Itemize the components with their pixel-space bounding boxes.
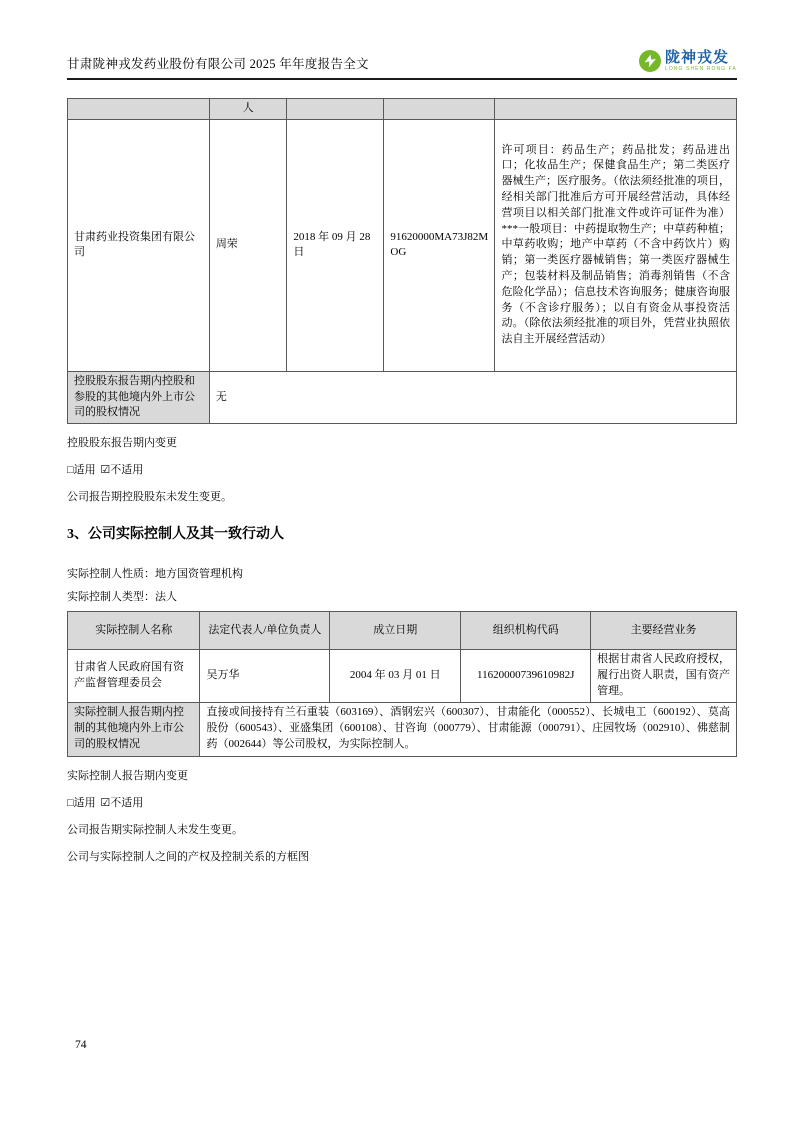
table-row-shareholder <box>68 119 737 371</box>
section-heading-actual-controller: 3、公司实际控制人及其一致行动人 <box>67 527 284 543</box>
header-org-code: 组织机构代码 <box>461 612 591 650</box>
applicable-checkbox: □适用 <box>67 796 96 809</box>
cell-equity-label: 控股股东报告期内控股和参股的其他境内外上市公司的股权情况 <box>68 371 210 423</box>
not-applicable-checkbox: ☑不适用 <box>100 796 144 809</box>
not-applicable-checkbox: ☑不适用 <box>100 464 144 477</box>
table-row-equity-holdings <box>68 371 737 423</box>
controller-type: 实际控制人类型：法人 <box>67 591 177 604</box>
cell-carryover-5 <box>495 99 737 120</box>
cell-shareholder-name: 甘肃药业投资集团有限公司 <box>68 119 210 371</box>
table-row-controller-equity <box>68 702 737 756</box>
diagram-caption: 公司与实际控制人之间的产权及控制关系的方框图 <box>67 850 309 863</box>
table-row-controller <box>68 650 737 702</box>
cell-controller-established: 2004 年 03 月 01 日 <box>330 650 461 702</box>
report-title: 甘肃陇神戎发药业股份有限公司 2025 年年度报告全文 <box>67 57 369 71</box>
logo-mark-icon <box>639 50 661 72</box>
cell-carryover-person: 人 <box>209 99 287 120</box>
page-number: 74 <box>75 1039 87 1051</box>
header-legal-rep: 法定代表人/单位负责人 <box>200 612 330 650</box>
cell-controller-business: 根据甘肃省人民政府授权，履行出资人职责，国有资产管理。 <box>591 650 737 702</box>
logo-cn-text: 陇神戎发 <box>664 49 729 66</box>
table-row-carryover-header <box>68 99 737 120</box>
header-main-business: 主要经营业务 <box>591 612 737 650</box>
cell-established-date: 2018 年 09 月 28 日 <box>287 119 384 371</box>
company-logo <box>639 50 737 72</box>
cell-business-scope: 许可项目：药品生产；药品批发；药品进出口；化妆品生产；保健食品生产；第二类医疗器械生产；医疗服务。（依法须经批准的项目，经相关部门批准后方可开展经营活动，具体经营项目以相关部门批准文件或许可证件为准）***一般项目：中药提取物生产；中草药种植；中草药收购；地产中草药（不含中药饮片）购销；第一类医疗器械销售；第一类医疗器械生产；包装材料及制品销售；消毒剂销售（不含危险化学品）；信息技术咨询服务；健康咨询服务（不含诊疗服务）；以自有资金从事投资活动。（除依法须经批准的项目外，凭营业执照依法自主开展经营活动） <box>495 119 737 371</box>
controller-change-applicability <box>67 796 737 811</box>
cell-carryover-1 <box>68 99 210 120</box>
shareholder-change-note: 公司报告期控股股东未发生变更。 <box>67 491 232 504</box>
header-controller-name: 实际控制人名称 <box>68 612 200 650</box>
controller-change-title: 实际控制人报告期内变更 <box>67 769 188 782</box>
header-established: 成立日期 <box>330 612 461 650</box>
page-header <box>67 0 737 80</box>
applicable-checkbox: □适用 <box>67 464 96 477</box>
controller-nature: 实际控制人性质：地方国资管理机构 <box>67 568 243 581</box>
cell-org-code: 91620000MA73J82MOG <box>384 119 495 371</box>
cell-carryover-4 <box>384 99 495 120</box>
shareholder-change-title: 控股股东报告期内变更 <box>67 437 177 450</box>
logo-en-text: LONG SHEN RONG FA <box>664 66 737 72</box>
cell-controller-equity-value: 直接或间接持有兰石重装（603169）、酒钢宏兴（600307）、甘肃能化（000552）、长城电工（600192）、莫高股份（600543）、亚盛集团（600108）、甘咨询（000779）、甘肃能源（000791）、庄园牧场（002910）、佛慈制药（002644）等公司股权，为实际控制人。 <box>200 702 737 756</box>
cell-controller-name: 甘肃省人民政府国有资产监督管理委员会 <box>68 650 200 702</box>
table-header-row <box>68 612 737 650</box>
cell-equity-value: 无 <box>209 371 736 423</box>
cell-legal-rep: 周荣 <box>209 119 287 371</box>
cell-controller-equity-label: 实际控制人报告期内控制的其他境内外上市公司的股权情况 <box>68 702 200 756</box>
controlling-shareholder-table <box>67 98 737 424</box>
cell-carryover-3 <box>287 99 384 120</box>
cell-controller-org-code: 11620000739610982J <box>461 650 591 702</box>
shareholder-change-applicability <box>67 463 737 478</box>
controller-change-note: 公司报告期实际控制人未发生变更。 <box>67 823 243 836</box>
actual-controller-table <box>67 611 737 756</box>
cell-controller-legal-rep: 吴万华 <box>200 650 330 702</box>
